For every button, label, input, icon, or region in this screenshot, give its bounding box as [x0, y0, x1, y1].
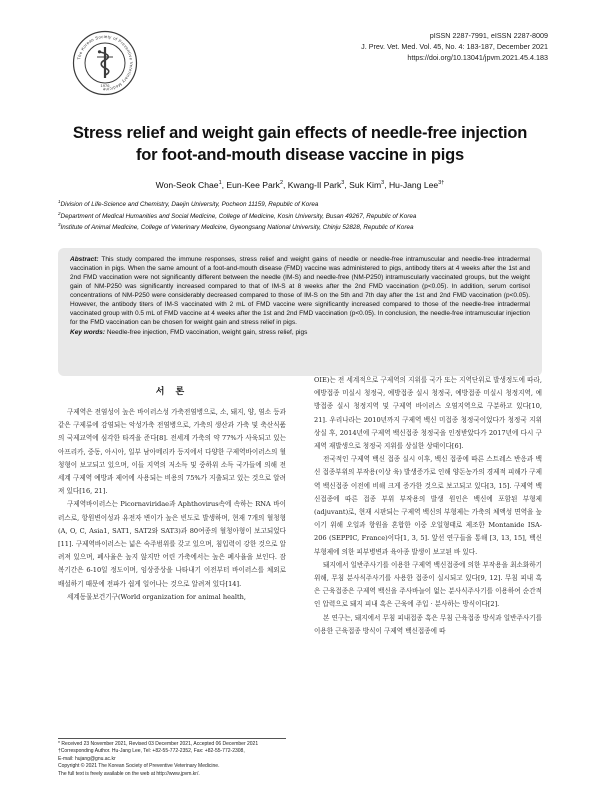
affiliation-mark: 2: [58, 210, 61, 216]
affiliation-text: Division of Life-Science and Chemistry, Daejin University, Pocheon 11159, Republic of Korea: [60, 201, 319, 209]
footnote-line: E-mail: hujang@gnu.ac.kr: [58, 755, 116, 762]
abstract-text: This study compared the immune responses, stress relief and weight gains of needle or needle-free intramuscular and needle-free intradermal vaccination in pigs. When the same amount of a foot-and-mouth disease (FMD) vaccine was administered to pigs, antibody titers at 4 weeks after the 1st and 2nd FMD vaccination were not significantly different between the needle (IM-S) and needle-free (NM-P250) intramuscularly vaccinated groups, but the weight gain of NM-P250 was significantly increased compared to that of IM-S at 8 weeks after the 2nd FMD vaccination (p<0.05). In addition, serum cortisol concentrations of NM-P250 were considerably decreased compared to those of IM-S on the 5th and 7th day after the 1st and 2nd FMD vaccination (p<0.05). However, the antibody titers of IM-S vaccinated with 2 mL of FMD vaccine were significantly increased compared to those of the needle-free intradermal vaccinated group with 0.5 mL of FMD vaccine at 4 weeks after the 1st and 2nd FMD vaccination (p<0.05). In conclusion, the needle-free intramuscular injection for the FMD vaccination can be chosen for weight gain and stress relief in pigs.: [70, 256, 530, 326]
journal-info: [361, 30, 548, 63]
footnote-divider: [58, 738, 286, 739]
body-paragraph: 구제역바이러스는 Picornaviridae과 Aphthovirus속에 속하는 RNA 바이러스로, 항원변이성과 유전자 변이가 높은 빈도로 발생하며, 현재 7개의 혈청형(A, O, C, Asia1, SAT1, SAT2와 SAT3)과 80여종의 혈청아형이 보고되었다[11]. 구제역바이러스는 넓은 숙주범위를 갖고 있으며, 침입력이 강한 것으로 알려져 있으며, 폐사율은 높지 않지만 어린 가축에서는 높은 폐사율을 보인다. 잠복기간은 6-10일 정도이며, 임상증상을 나타내기 이전부터 바이러스를 체외로 배설하기 때문에 전파가 쉽게 일어나는 것으로 알려져 있다[14].: [58, 500, 286, 588]
paper-title: [40, 122, 560, 166]
author-affiliation-mark: 3: [381, 180, 385, 187]
citation: J. Prev. Vet. Med. Vol. 45, No. 4: 183-187, December 2021: [361, 42, 548, 51]
author-affiliation-mark: 1: [218, 180, 222, 187]
affiliation-mark: 3: [58, 222, 61, 228]
footnote-line: Copyright © 2021 The Korean Society of Preventive Veterinary Medicine.: [58, 763, 220, 770]
affiliation-mark: 1: [58, 199, 61, 204]
title-line-2: for foot-and-mouth disease vaccine in pigs: [135, 146, 465, 164]
affiliation-text: Department of Medical Humanities and Social Medicine, College of Medicine, Kosin University, Busan 49267, Republic of Korea: [60, 212, 417, 220]
footnote-line: * Received 23 November 2021, Revised 03 December 2021, Accepted 06 December 2021: [58, 741, 259, 747]
author-name: Suk Kim: [349, 180, 382, 190]
footnotes: [58, 741, 298, 778]
body-column-right: [314, 374, 542, 638]
title-line-1: Stress relief and weight gain effects of needle-free injection: [72, 124, 528, 142]
seal-ring-text: The Korean Society of Preventive Veterinary Medicine: [76, 33, 135, 93]
body-paragraph: 전국적인 구제역 백신 접종 실시 이후, 백신 접종에 따른 스트레스 반응과 백신 접종부위의 부작용(이상 육) 발생증가로 인해 양돈농가의 경제적 피해가 구제역 백신접종 이전에 비해 크게 증가한 것으로 보고되고 있다[3, 15]. 구제역 백신접종에 따른 접종 부위 부작용의 발생 원인은 백신에 포함된 부형제(adjuvant)로, 현재 시판되는 구제역 백신의 부형제는 가축의 체액성 면역을 높이기 위해 오일과 항원을 혼합한 이중 오일형태로 제조한 Montanide ISA-206 (SEPPIC, France)이다[1, 3, 5]. 앞선 연구들을 통해 [3, 13, 15], 백신 부형제에 의한 피부병변과 육아종 발생이 보고된 바 있다.: [314, 455, 542, 556]
body-column-left: [58, 406, 286, 604]
issn: pISSN 2287-7991, eISSN 2287-8009: [429, 31, 548, 40]
body-paragraph: 세계동물보건기구(World organization for animal health,: [67, 592, 247, 601]
affiliation-list: [58, 198, 558, 233]
body-paragraph: 본 연구는, 돼지에서 무침 피내접종 혹은 무침 근육접종 방식과 일반주사기를 이용한 근육접종 방식이 구제역 백신접종에 따: [314, 613, 542, 635]
footnote-line: The full text is freely available on the web at http://www.jpvm.kr/.: [58, 770, 200, 777]
author-name: Hu-Jang Lee: [388, 180, 439, 190]
body-paragraph: 돼지에서 일반주사기를 이용한 구제역 백신접종에 의한 부작용을 최소화하기 위해, 무침 분사식주사기를 사용한 접종이 실시되고 있다[9, 12]. 무침 피내 혹은 근육접종은 구제역 백신을 주사바늘이 없는 분사식주사기를 이용하여 순간적인 압력으로 돼지 피내 혹은 근육에 주입 · 분사하는 방식이다[2].: [314, 560, 542, 609]
footnote-line: †Corresponding Author. Hu-Jang Lee, Tel: +82-55-772-2352, Fax: +82-55-772-2308,: [58, 748, 245, 755]
author-affiliation-mark: 3†: [438, 180, 445, 187]
affiliation-text: Institute of Animal Medicine, College of Veterinary Medicine, Gyeongsang National University, Chinju 52828, Republic of Korea: [60, 224, 414, 232]
section-heading-introduction: 서 론: [155, 387, 189, 397]
affiliation-item: [58, 198, 558, 210]
body-paragraph: 구제역은 전염성이 높은 바이러스성 가축전염병으로, 소, 돼지, 양, 염소 등과 같은 구제류에 감염되는 악성가축 전염병으로, 가축의 생산과 가축 및 축산식품의 국제교역에 심각한 타격을 준다[8]. 전세계 가축의 약 77%가 사육되고 있는 아프리카, 중동, 아시아, 일부 남아메리카 등지에서 다양한 구제역바이러스의 혈청형이 보고되고 있으며, 이들 지역의 저소득 및 중하위 소득 국가들에 의해 전 세계 구제역 예방과 제어에 사용되는 비용의 75%가 지출되고 있는 것으로 알려져 있다[16, 21].: [58, 408, 286, 496]
abstract-paragraph: [70, 255, 530, 327]
author-name: Eun-Kee Park: [226, 180, 280, 190]
author-list: Won-Seok Chae$^1$, Eun-Kee Park$^2$, Kwang-Il Park$^3$, Suk Kim$^3$, Hu-Jang Lee$^{3\dagger}$: [155, 180, 445, 190]
affiliation-item: [58, 210, 558, 222]
keywords-label: Key words:: [70, 329, 106, 336]
doi-link[interactable]: https://doi.org/10.13041/jpvm.2021.45.4.183: [407, 53, 548, 62]
author-name: Won-Seok Chae: [155, 180, 219, 190]
society-seal-logo: [72, 30, 138, 96]
abstract-box: [58, 248, 542, 376]
author-affiliation-mark: 3: [341, 180, 345, 187]
affiliation-item: [58, 221, 558, 233]
abstract-label: Abstract:: [70, 256, 99, 263]
author-affiliation-mark: 2: [279, 180, 283, 187]
seal-year: 1976: [100, 83, 110, 88]
author-name: Kwang-Il Park: [287, 180, 342, 190]
body-paragraph: OIE)는 전 세계적으로 구제역의 지위를 국가 또는 지역단위로 발생정도에 따라, 예방접종 미실시 청정국, 예방접종 실시 청정국, 예방접종 미실시 청정지역, 예방접종 실시 청정지역 및 구제역 바이러스 오염지역으로 구분하고 있다[10, 21]. 우리나라는 2010년까지 구제역 백신 미접종 청정국이었다가 청정국 지위상실 후, 2014년에 구제역 백신접종 청정국을 인정받았다가 2017년에 다시 구제역 재발생으로 청정국 지위를 상실한 상태이다[6].: [314, 376, 542, 451]
keywords-line: [70, 328, 530, 337]
keywords-text: Needle-free injection, FMD vaccination, weight gain, stress relief, pigs: [106, 329, 308, 336]
